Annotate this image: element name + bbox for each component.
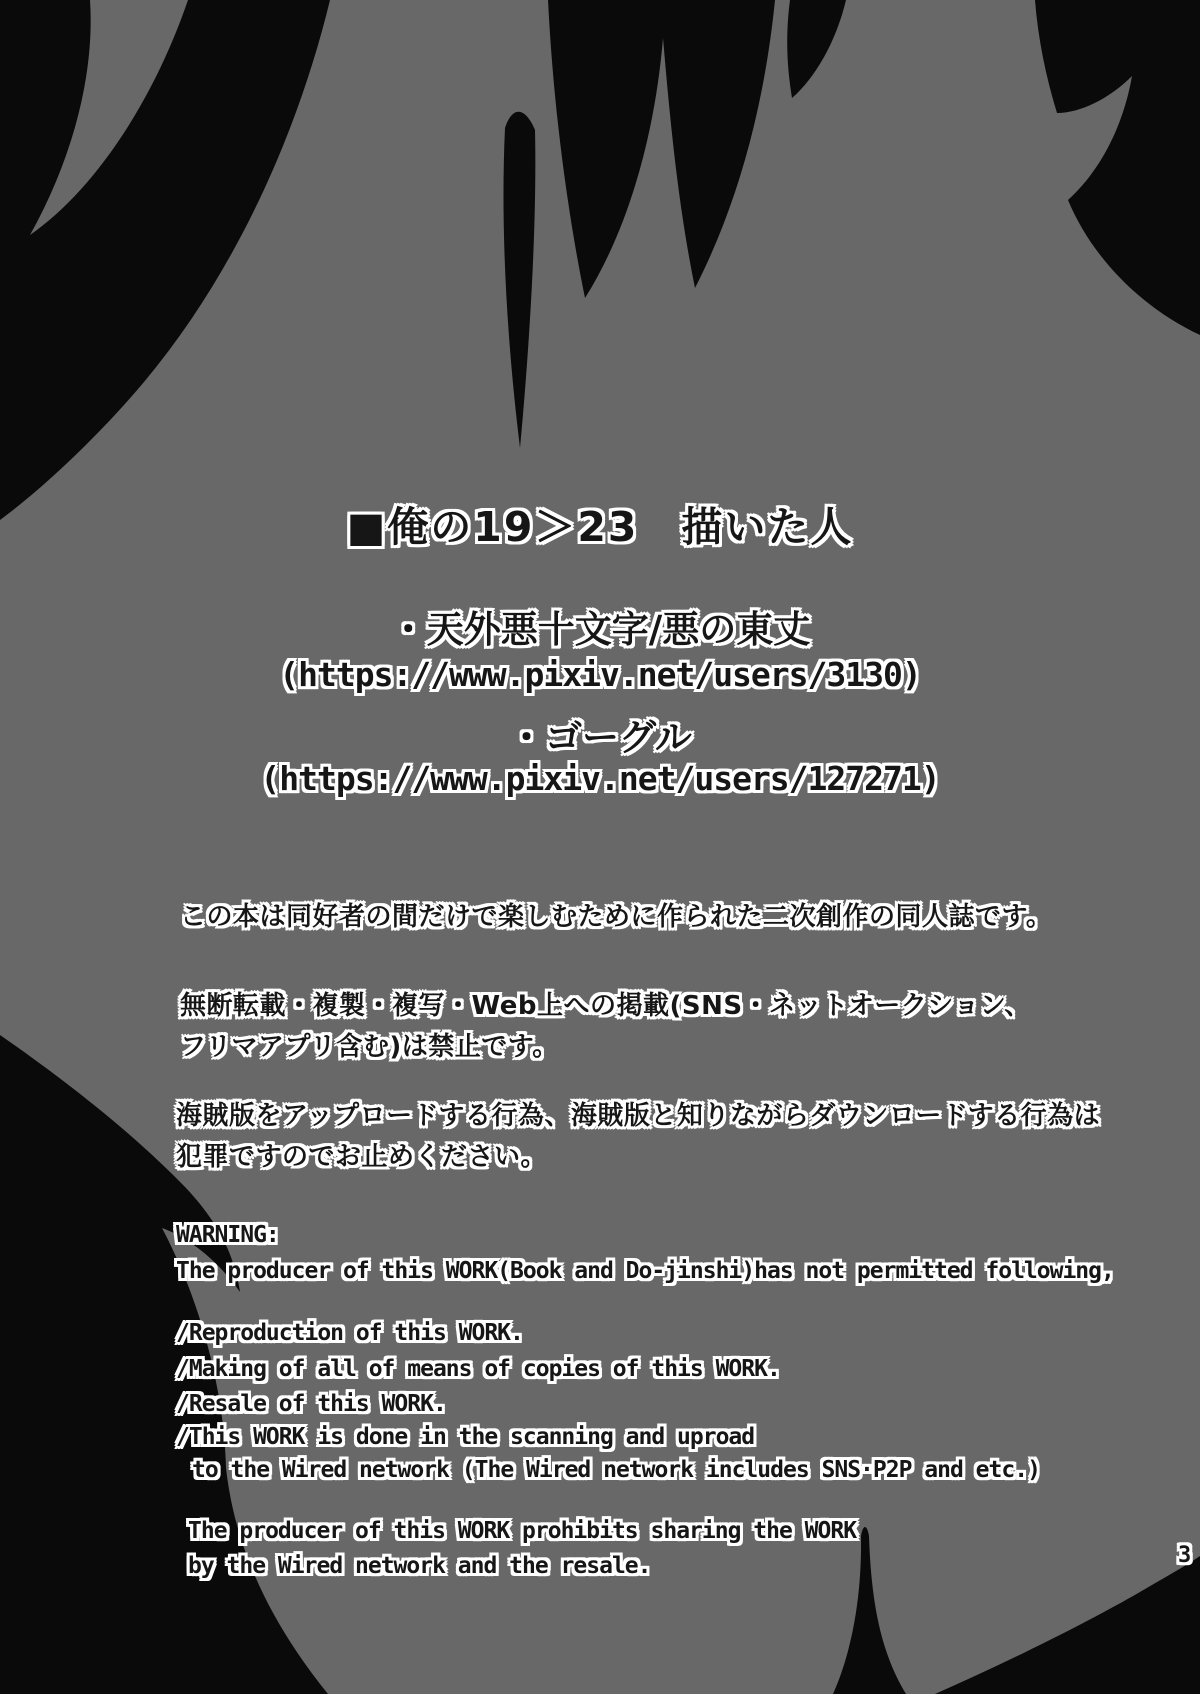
silhouette-top-right: [1035, 0, 1200, 335]
warning-item-resale: /Resale of this WORK.: [176, 1391, 446, 1417]
artist-url-1: (https://www.pixiv.net/users/3130): [279, 655, 921, 694]
silhouette-bottom-spike: [833, 1527, 906, 1694]
warning-item-upload-line1: /This WORK is done in the scanning and uproad: [176, 1424, 755, 1450]
ja-notice-piracy-line2: 犯罪ですのでお止めください。: [176, 1142, 548, 1172]
ja-notice-no-reproduction-line2: フリマアプリ含む)は禁止です。: [180, 1032, 559, 1062]
warning-closing-line1: The producer of this WORK prohibits sharing the WORK: [188, 1518, 857, 1544]
warning-item-copies: /Making of all of means of copies of this WORK.: [176, 1356, 780, 1382]
silhouette-top-left: [0, 0, 330, 520]
ja-notice-no-reproduction-line1: 無断転載・複製・複写・Web上への掲載(SNS・ネットオークション、: [180, 991, 1031, 1021]
artist-url-2: (https://www.pixiv.net/users/127271): [260, 759, 940, 798]
warning-closing-line2: by the Wired network and the resale.: [188, 1553, 651, 1579]
artist-name-2: ・ゴーグル: [508, 716, 692, 759]
silhouette-bottom-right: [935, 1556, 1200, 1694]
warning-item-reproduction: /Reproduction of this WORK.: [176, 1320, 523, 1346]
silhouette-center-sliver: [503, 112, 535, 448]
silhouette-top-center: [548, 0, 775, 298]
ja-notice-piracy-line1: 海賊版をアップロードする行為、海賊版と知りながらダウンロードする行為は: [176, 1101, 1101, 1131]
ja-notice-derivative-work: この本は同好者の間だけで楽しむために作られた二次創作の同人誌です。: [180, 902, 1053, 932]
warning-heading: WARNING:: [176, 1222, 279, 1248]
warning-item-upload-line2: to the Wired network (The Wired network includes SNS·P2P and etc.): [192, 1457, 1040, 1483]
page-number: 3: [1178, 1543, 1192, 1568]
silhouette-top-small: [787, 0, 846, 98]
artist-name-1: ・天外悪十文字/悪の東丈: [389, 608, 811, 651]
page-title: ■俺の19＞23 描いた人: [346, 503, 854, 551]
warning-intro: The producer of this WORK(Book and Do-jinshi)has not permitted following,: [176, 1258, 1114, 1284]
